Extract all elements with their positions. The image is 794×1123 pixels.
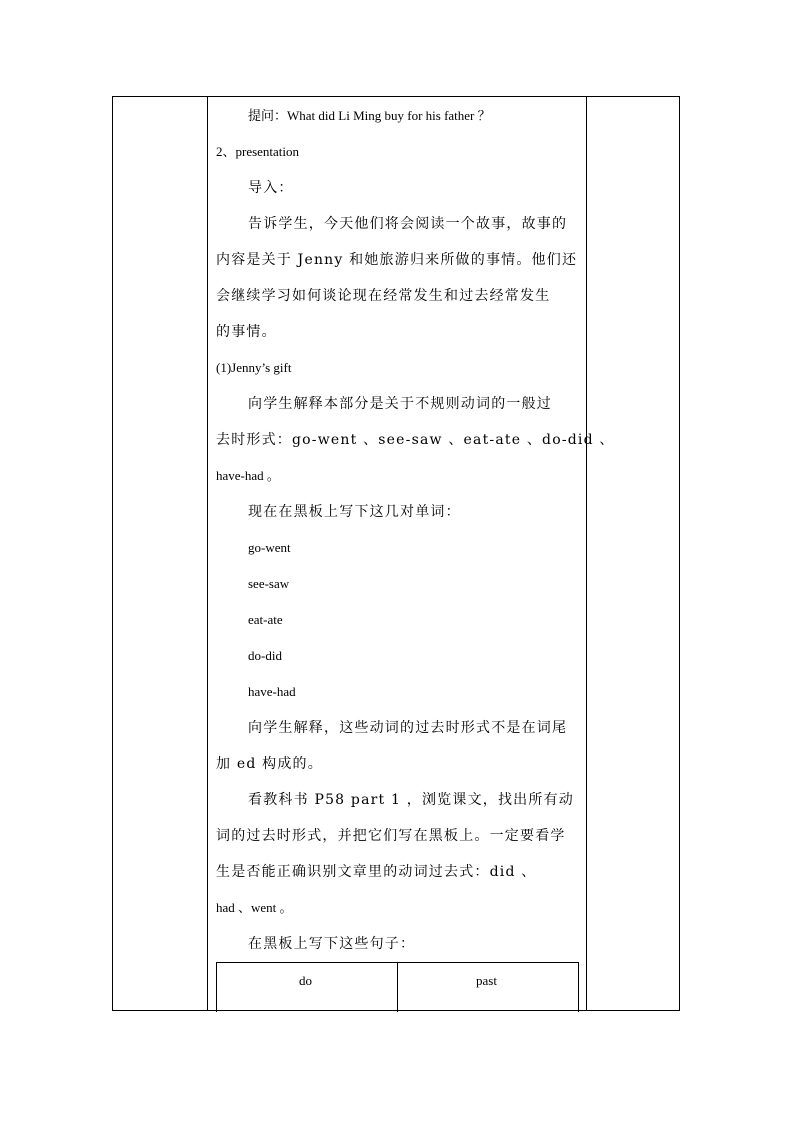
section-heading-presentation: 2、presentation xyxy=(216,144,300,159)
paragraph-line: 在黑板上写下这些句子： xyxy=(248,936,416,952)
paragraph-line: 看教科书 P58 part 1 ，浏览课文，找出所有动 xyxy=(248,792,574,808)
paragraph-line: 向学生解释，这些动词的过去时形式不是在词尾 xyxy=(248,720,568,736)
column-divider-left xyxy=(207,97,208,1010)
word-pair: eat-ate xyxy=(248,612,283,627)
subsection-heading: (1)Jenny’s gift xyxy=(216,360,292,375)
verb-table xyxy=(216,962,579,1012)
word-pair: go-went xyxy=(248,540,291,555)
paragraph-line: 加 ed 构成的。 xyxy=(216,756,323,772)
paragraph-line: 现在在黑板上写下这几对单词： xyxy=(248,504,461,520)
word-pair: see-saw xyxy=(248,576,290,591)
paragraph-line: have-had 。 xyxy=(216,468,280,483)
question-line: 提问：What did Li Ming buy for his father ？ xyxy=(248,108,491,123)
paragraph-line: 内容是关于 Jenny 和她旅游归来所做的事情。他们还 xyxy=(216,252,578,268)
paragraph-line: 会继续学习如何谈论现在经常发生和过去经常发生 xyxy=(216,288,551,304)
paragraph-line: had 、went 。 xyxy=(216,900,293,915)
paragraph-line: 生是否能正确识别文章里的动词过去式：did 、 xyxy=(216,864,537,880)
paragraph-line: 词的过去时形式，并把它们写在黑板上。一定要看学 xyxy=(216,828,566,844)
paragraph-line: 的事情。 xyxy=(216,324,277,340)
column-divider-right xyxy=(586,97,587,1010)
paragraph-line: 向学生解释本部分是关于不规则动词的一般过 xyxy=(248,396,552,412)
verb-table-header-past: past xyxy=(476,973,497,988)
verb-table-divider xyxy=(397,963,398,1012)
verb-table-header-do: do xyxy=(299,973,312,988)
lesson-plan-table xyxy=(112,96,680,1011)
word-pair: do-did xyxy=(248,648,282,663)
paragraph-line: 去时形式：go-went 、see-saw 、eat-ate 、do-did 、 xyxy=(216,432,615,448)
intro-label: 导入： xyxy=(248,180,294,196)
word-pair: have-had xyxy=(248,684,296,699)
paragraph-line: 告诉学生，今天他们将会阅读一个故事，故事的 xyxy=(248,216,568,232)
